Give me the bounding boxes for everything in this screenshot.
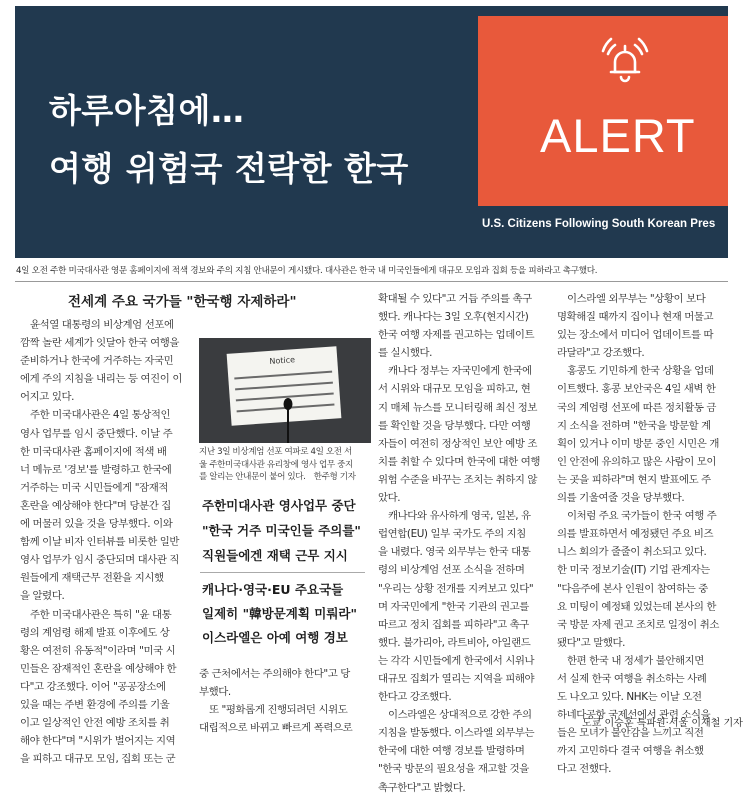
pull-quote-1-line-2: "한국 거주 미국인들 주의를" bbox=[202, 523, 361, 538]
text-line: 황은 여전히 유동적"이라며 "미국 시 bbox=[20, 644, 176, 657]
text-line: "우리는 상황 전개를 지켜보고 있다" bbox=[378, 582, 534, 595]
text-line: 따르고 정치 집회를 피하라"고 촉구 bbox=[378, 618, 529, 631]
text-line: "다음주에 본사 인원이 참여하는 중 bbox=[557, 582, 708, 595]
text-line: 았다. bbox=[378, 492, 401, 505]
text-line: 의를 기울여줄 것을 당부했다. bbox=[557, 492, 685, 505]
text-line: 있을 때는 주변 환경에 주의를 기울 bbox=[20, 698, 170, 711]
text-line: 캐나다와 유사하게 영국, 일본, 유 bbox=[378, 510, 531, 523]
text-line: 함께 이날 비자 인터뷰를 비롯한 일반 bbox=[20, 536, 180, 549]
text-line: 에게 주의 지침을 내리는 등 여진이 이 bbox=[20, 373, 182, 386]
alert-label: ALERT bbox=[540, 109, 696, 162]
text-line: 명확해질 때까지 집이나 현재 머물고 bbox=[557, 311, 714, 324]
hero-banner bbox=[15, 6, 728, 258]
text-line: 영사 업무가 임시 중단되며 대사관 직 bbox=[20, 554, 180, 567]
text-line: 거주하는 미국 시민들에게 "잠재적 bbox=[20, 481, 169, 494]
text-line: 이고 일상적인 안전 예방 조치를 취 bbox=[20, 717, 170, 730]
text-line: 를 실시했다. bbox=[378, 347, 432, 360]
text-line: 서 실제 한국 여행을 취소하는 사례 bbox=[557, 672, 707, 685]
photo-caption bbox=[199, 446, 356, 484]
text-line: 확대될 수 있다"고 거듭 주의를 촉구 bbox=[378, 293, 532, 305]
alarm-bell-icon bbox=[595, 32, 655, 92]
text-line: 혼란을 예상해야 한다"며 당분간 집 bbox=[20, 499, 171, 512]
text-line: 이스라엘은 상대적으로 강한 주의 bbox=[378, 709, 532, 722]
text-line: 들은 모녀가 불안감을 느끼고 직전 bbox=[557, 727, 704, 740]
text-line: 에 머물러 있을 것을 당부했다. 이와 bbox=[20, 518, 173, 531]
headline-line-1: 하루아침에… bbox=[49, 91, 245, 130]
text-line: 을 알렸다. bbox=[20, 590, 65, 603]
text-line: 어지고 있다. bbox=[20, 391, 74, 404]
text-line: 민들은 잠재적인 혼란을 예상해야 한 bbox=[20, 662, 177, 675]
article-column-3 bbox=[378, 290, 540, 797]
text-line: 럽연합(EU) 일부 국가도 주의 지침 bbox=[378, 528, 526, 541]
article-column-4 bbox=[557, 290, 719, 779]
text-line: 국 방문 자제 권고 조치로 일정이 취소 bbox=[557, 618, 719, 631]
text-line: 한 미국대사관 홈페이지에 적색 배 bbox=[20, 445, 167, 458]
text-line: 까지 고민하다 결국 여행을 취소했 bbox=[557, 745, 704, 758]
text-line: 며 자국민에게 "한국 기관의 권고를 bbox=[378, 600, 529, 613]
text-line: 도 나오고 있다. NHK는 이날 오전 bbox=[557, 691, 702, 704]
text-line: 했다. 불가리아, 라트비아, 아일랜드 bbox=[378, 636, 531, 649]
text-line: 이스라엘 외무부는 "상황이 보다 bbox=[557, 293, 706, 305]
headline bbox=[49, 82, 409, 198]
divider bbox=[15, 281, 728, 282]
text-line: 대립적으로 바뀌고 빠르게 폭력으로 bbox=[199, 722, 353, 735]
text-line: 한국 여행 자제를 권고하는 업데이트 bbox=[378, 329, 535, 342]
subheadline: 전세계 주요 국가들 "한국행 자제하라" bbox=[68, 294, 297, 310]
text-line: 준비하거나 한국에 거주하는 자국민 bbox=[20, 355, 174, 368]
text-line: 한 미국 정보기술(IT) 기업 관계자는 bbox=[557, 564, 710, 577]
pull-quote-2-line-2: 일제히 "韓방문계획 미뤄라" bbox=[202, 606, 357, 621]
text-line: 깜짝 놀란 세계가 잇달아 한국 여행을 bbox=[20, 337, 180, 350]
caption-line: 울 주한미국대사관 유리창에 영사 업무 중지 bbox=[199, 459, 353, 470]
text-line: 한다고 강조했다. bbox=[378, 691, 452, 704]
text-line: 했다. 캐나다는 3일 오후(현지시간) bbox=[378, 311, 529, 324]
text-line: 위험 수준을 바꾸는 조치는 취하지 않 bbox=[378, 473, 538, 486]
text-line: "한국 방문의 필요성을 재고할 것을 bbox=[378, 763, 529, 776]
byline: 도쿄 이승훈 특파원·서울 이재철 기자 bbox=[582, 718, 743, 729]
text-line: 부했다. bbox=[199, 686, 231, 699]
pull-quote-2-line-3: 이스라엘은 아예 여행 경보 bbox=[202, 630, 348, 645]
text-line: 하네다공항 국제선에서 관련 소식을 bbox=[557, 709, 711, 722]
text-line: 주한 미국대사관은 특히 "윤 대통 bbox=[20, 608, 172, 621]
text-line: 의를 발표하면서 예정됐던 주요 비즈 bbox=[557, 528, 714, 541]
text-line: 획이 있거나 이미 방문 중인 시민은 개 bbox=[557, 437, 719, 450]
text-line: 령의 비상계엄 선포 소식을 전하며 bbox=[378, 564, 525, 577]
text-line: 요 미팅이 예정돼 있었는데 본사의 한 bbox=[557, 600, 717, 613]
alert-graphic bbox=[478, 16, 728, 206]
text-line: 는 각각 시민들에게 한국에서 시위나 bbox=[378, 654, 535, 667]
text-line: 해야 한다"며 "시위가 벌어지는 지역 bbox=[20, 735, 176, 748]
caption-line: 지난 3일 비상계엄 선포 여파로 4일 오전 서 bbox=[199, 447, 352, 457]
text-line: 영사 업무를 임시 중단했다. 이날 주 bbox=[20, 427, 173, 440]
banner-caption: 4일 오전 주한 미국대사관 영문 홈페이지에 적색 경보와 주의 지침 안내문이 게시됐다. 대사관은 한국 내 미국인들에게 대규모 모임과 집회 등을 피하라고 촉구했다. bbox=[16, 266, 598, 276]
text-line: 니스 회의가 줄줄이 취소되고 있다. bbox=[557, 546, 707, 559]
article-column-2 bbox=[199, 665, 352, 737]
text-line: 한편 한국 내 정세가 불안해지면 bbox=[557, 654, 704, 667]
text-line: 중 근처에서는 주의해야 한다"고 당 bbox=[199, 668, 350, 680]
text-line: 를 확인할 것을 당부했다. 다만 여행 bbox=[378, 419, 531, 432]
text-line: 지 소식을 전하며 "한국을 방문할 계 bbox=[557, 419, 711, 432]
headline-line-2: 여행 위험국 전락한 한국 bbox=[49, 149, 409, 188]
text-line: 대규모 집회가 열리는 지역을 피해야 bbox=[378, 672, 535, 685]
text-line: 지침을 발동했다. 이스라엘 외무부는 bbox=[378, 727, 535, 740]
text-line: 캐나다 정부는 자국민에게 한국에 bbox=[378, 365, 532, 378]
text-line: 홍콩도 기민하게 한국 상황을 업데 bbox=[557, 365, 714, 378]
pull-quote-2-line-1: 캐나다·영국·EU 주요국들 bbox=[202, 582, 344, 597]
article-column-1 bbox=[20, 316, 182, 768]
text-line: 령의 계엄령 해제 발표 이후에도 상 bbox=[20, 626, 170, 639]
text-line: 됐다"고 말했다. bbox=[557, 636, 626, 649]
text-line: 다고 전했다. bbox=[557, 763, 611, 776]
text-line: 주한 미국대사관은 4일 통상적인 bbox=[20, 409, 171, 422]
notice-title: Notice bbox=[269, 355, 296, 366]
embassy-notice-photo bbox=[199, 338, 371, 443]
text-line: 을 피하고 대규모 모임, 집회 또는 군 bbox=[20, 753, 176, 766]
text-line: 윤석열 대통령의 비상계엄 선포에 bbox=[20, 319, 174, 331]
text-line: 을 내렸다. 영국 외무부는 한국 대통 bbox=[378, 546, 531, 559]
microphone-icon bbox=[283, 398, 293, 443]
text-line: 는 곳을 피하라"며 현지 발표에도 주 bbox=[557, 473, 711, 486]
text-line: 촉구한다"고 밝혔다. bbox=[378, 781, 466, 794]
text-line: 인 안전에 유의하고 많은 사람이 모이 bbox=[557, 455, 717, 468]
pull-quote-1-line-1: 주한미대사관 영사업무 중단 bbox=[202, 498, 356, 513]
text-line: 국의 계엄령 선포에 따른 정치활동 금 bbox=[557, 401, 717, 414]
text-line: 원들에게 재택근무 전환을 지시했 bbox=[20, 572, 164, 585]
text-line: 너 메뉴로 '경보'를 발령하고 한국에 bbox=[20, 463, 172, 476]
text-line: 다"고 강조했다. 이어 "공공장소에 bbox=[20, 680, 166, 693]
text-line: 자들이 여전히 정상적인 보안 예방 조 bbox=[378, 437, 538, 450]
text-line: 이트했다. 홍콩 보안국은 4일 새벽 한 bbox=[557, 383, 716, 396]
pull-quote-1-line-3: 직원들에겐 재택 근무 지시 bbox=[202, 548, 348, 563]
text-line: 또 "평화롭게 진행되려던 시위도 bbox=[199, 704, 348, 717]
text-line: 이처럼 주요 국가들이 한국 여행 주 bbox=[557, 510, 717, 523]
text-line: 있는 장소에서 미디어 업데이트를 따 bbox=[557, 329, 714, 342]
text-line: 치를 취할 수 있다며 한국에 대한 여행 bbox=[378, 455, 540, 468]
text-line: 한국에 대한 여행 경보를 발령하며 bbox=[378, 745, 525, 758]
text-line: 서 시위와 대규모 모임을 피하고, 현 bbox=[378, 383, 531, 396]
text-line: 라달라"고 강조했다. bbox=[557, 347, 645, 360]
pull-quote-divider bbox=[200, 572, 365, 573]
text-line: 지 매체 뉴스를 모니터링해 최신 정보 bbox=[378, 401, 538, 414]
caption-line: 를 알리는 안내문이 붙어 있다. 한주형 기자 bbox=[199, 472, 356, 482]
alert-subtitle: U.S. Citizens Following South Korean Pres bbox=[482, 218, 716, 230]
